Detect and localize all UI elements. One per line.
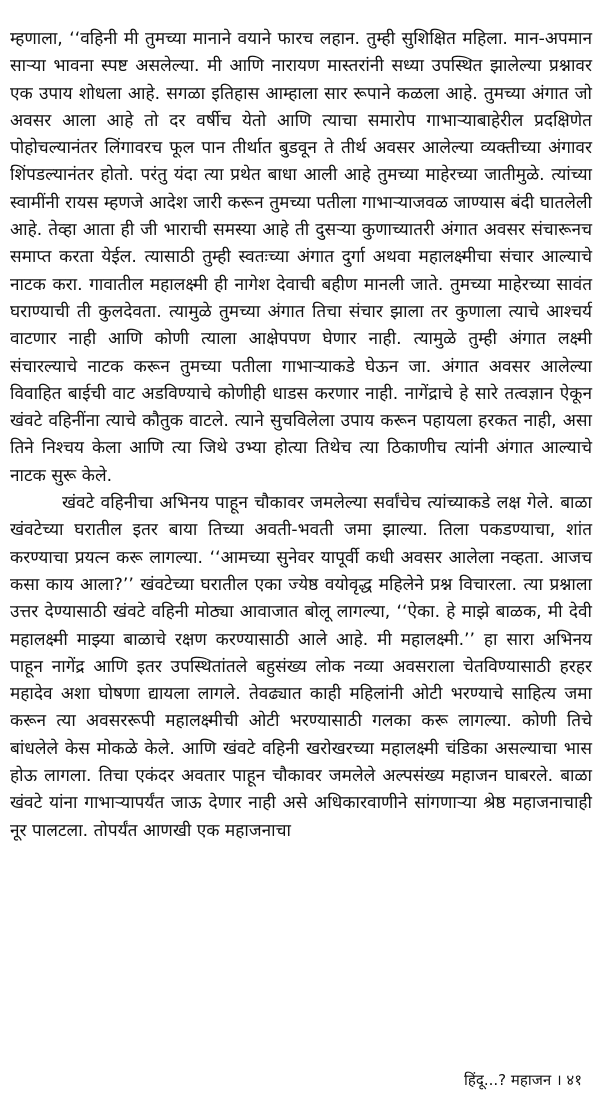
book-page [10, 26, 592, 845]
page-footer: हिंदू...? महाजन । ४१ [464, 1071, 582, 1089]
paragraph-2: खंवटे वहिनीचा अभिनय पाहून चौकावर जमलेल्या सर्वांचेच त्यांच्याकडे लक्ष गेले. बाळा खंवटेच्या घरातील इतर बाया तिच्या अवती-भवती जमा झाल्या. तिला पकडण्याचा, शांत करण्याचा प्रयत्न करू लागल्या. ‘‘आमच्या सुनेवर यापूर्वी कधी अवसर आलेला नव्हता. आजच कसा काय आला?’’ खंवटेच्या घरातील एका ज्येष्ठ वयोवृद्ध महिलेने प्रश्न विचारला. त्या प्रश्नाला उत्तर देण्यासाठी खंवटे वहिनी मोठ्या आवाजात बोलू लागल्या, ‘‘ऐका. हे माझे बाळक, मी देवी महालक्ष्मी माझ्या बाळाचे रक्षण करण्यासाठी आले आहे. मी महालक्ष्मी.’’ हा सारा अभिनय पाहून नागेंद्र आणि इतर उपस्थितांतले बहुसंख्य लोक नव्या अवसराला चेतविण्यासाठी हरहर महादेव अशा घोषणा द्यायला लागले. तेवढ्यात काही महिलांनी ओटी भरण्याचे साहित्य जमा करून त्या अवसररूपी महालक्ष्मीची ओटी भरण्यासाठी गलका करू लागल्या. कोणी तिचे बांधलेले केस मोकळे केले. आणि खंवटे वहिनी खरोखरच्या महालक्ष्मी चंडिका असल्याचा भास होऊ लागला. तिचा एकंदर अवतार पाहून चौकावर जमलेले अल्पसंख्य महाजन घाबरले. बाळा खंवटे यांना गाभाऱ्यापर्यंत जाऊ देणार नाही असे अधिकारवाणीने सांगणाऱ्या श्रेष्ठ महाजनाचाही नूर पालटला. तोपर्यंत आणखी एक महाजनाचा [10, 493, 592, 841]
paragraph-1: म्हणाला, ‘‘वहिनी मी तुमच्या मानाने वयाने फारच लहान. तुम्ही सुशिक्षित महिला. मान-अपमान साऱ्या भावना स्पष्ट असलेल्या. मी आणि नारायण मास्तरांनी सध्या उपस्थित झालेल्या प्रश्नावर एक उपाय शोधला आहे. सगळा इतिहास आम्हाला सार रूपाने कळला आहे. तुमच्या अंगात जो अवसर आला आहे तो दर वर्षीच येतो आणि त्याचा समारोप गाभाऱ्याबाहेरील प्रदक्षिणेत पोहोचल्यानंतर लिंगावरच फूल पान तीर्थात बुडवून ते तीर्थ अवसर आलेल्या व्यक्तीच्या अंगावर शिंपडल्यानंतर होतो. परंतु यंदा त्या प्रथेत बाधा आली आहे तुमच्या माहेरच्या जातीमुळे. त्यांच्या स्वामींनी रायस म्हणजे आदेश जारी करून तुमच्या पतीला गाभाऱ्याजवळ जाण्यास बंदी घातलेली आहे. तेव्हा आता ही जी भाराची समस्या आहे ती दुसऱ्या कुणाच्यातरी अंगात अवसर संचारूनच समाप्त करता येईल. त्यासाठी तुम्ही स्वतःच्या अंगात दुर्गा अथवा महालक्ष्मीचा संचार आल्याचे नाटक करा. गावातील महालक्ष्मी ही नागेश देवाची बहीण मानली जाते. तुमच्या माहेरच्या सावंत घराण्याची ती कुलदेवता. त्यामुळे तुमच्या अंगात तिचा संचार झाला तर कुणाला त्याचे आश्चर्य वाटणार नाही आणि कोणी त्याला आक्षेपपण घेणार नाही. त्यामुळे तुम्ही अंगात लक्ष्मी संचारल्याचे नाटक करून तुमच्या पतीला गाभाऱ्याकडे घेऊन जा. अंगात अवसर आलेल्या विवाहित बाईची वाट अडविण्याचे कोणीही धाडस करणार नाही. नागेंद्राचे हे सारे तत्वज्ञान ऐकून खंवटे वहिनींना त्याचे कौतुक वाटले. त्याने सुचविलेला उपाय करून पहायला हरकत नाही, असा तिने निश्चय केला आणि त्या जिथे उभ्या होत्या तिथेच त्या ठिकाणीच त्यांनी अंगात आल्याचे नाटक सुरू केले. [10, 29, 592, 486]
